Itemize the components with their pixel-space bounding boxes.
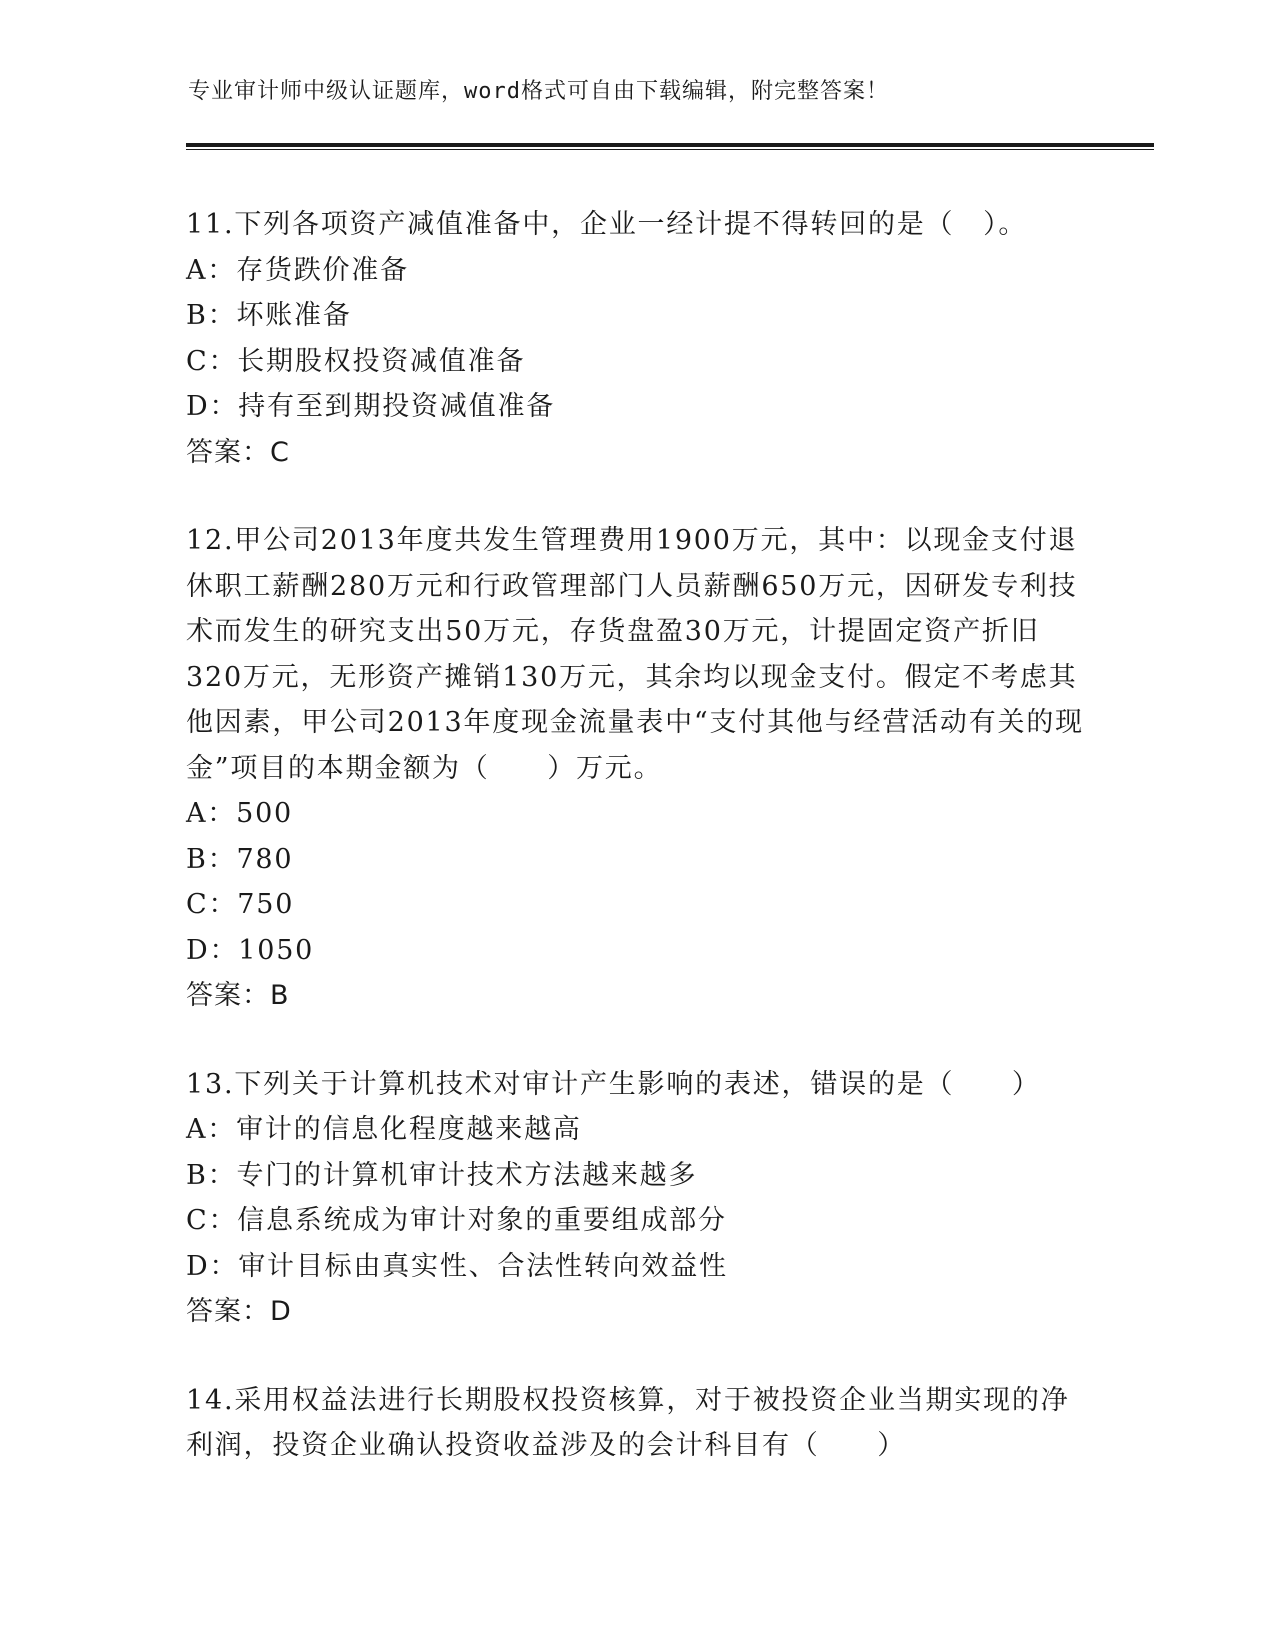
option-a: A：存货跌价准备 [186, 254, 409, 286]
question-14 [186, 1378, 1086, 1469]
header-divider-thin [186, 149, 1154, 150]
answer-line: 答案：B [186, 980, 290, 1011]
question-list [186, 202, 1086, 1512]
option-d: D：审计目标由真实性、合法性转向效益性 [186, 1250, 728, 1282]
question-stem: 13.下列关于计算机技术对审计产生影响的表述，错误的是（ ） [186, 1068, 1041, 1100]
question-12 [186, 518, 1086, 1019]
option-c: C：750 [186, 889, 295, 920]
page-header: 专业审计师中级认证题库，word格式可自由下载编辑，附完整答案！ [188, 79, 889, 104]
option-c: C：信息系统成为审计对象的重要组成部分 [186, 1205, 727, 1236]
question-11 [186, 202, 1086, 475]
option-d: D：1050 [186, 934, 315, 966]
question-13 [186, 1062, 1086, 1335]
question-stem: 14.采用权益法进行长期股权投资核算，对于被投资企业当期实现的净利润，投资企业确认投资收益涉及的会计科目有（ ） [186, 1384, 1070, 1461]
option-b: B：坏账准备 [186, 300, 352, 331]
option-a: A：500 [186, 798, 294, 829]
question-stem: 11.下列各项资产减值准备中，企业一经计提不得转回的是（ ）。 [186, 209, 1028, 240]
question-stem: 12.甲公司2013年度共发生管理费用1900万元，其中：以现金支付退休职工薪酬280万元和行政管理部门人员薪酬650万元，因研发专利技术而发生的研究支出50万元，存货盘盈30万元，计提固定资产折旧320万元，无形资产摊销130万元，其余均以现金支付。假定不考虑其他因素，甲公司2013年度现金流量表中“支付其他与经营活动有关的现金”项目的本期金额为（ ）万元。 [186, 525, 1084, 784]
option-b: B：780 [186, 843, 294, 875]
answer-line: 答案：D [186, 1296, 292, 1327]
option-b: B：专门的计算机审计技术方法越来越多 [186, 1159, 698, 1191]
answer-line: 答案：C [186, 436, 290, 468]
header-divider-thick [186, 143, 1154, 147]
option-a: A：审计的信息化程度越来越高 [186, 1114, 582, 1145]
option-d: D：持有至到期投资减值准备 [186, 391, 556, 422]
option-c: C：长期股权投资减值准备 [186, 345, 526, 377]
